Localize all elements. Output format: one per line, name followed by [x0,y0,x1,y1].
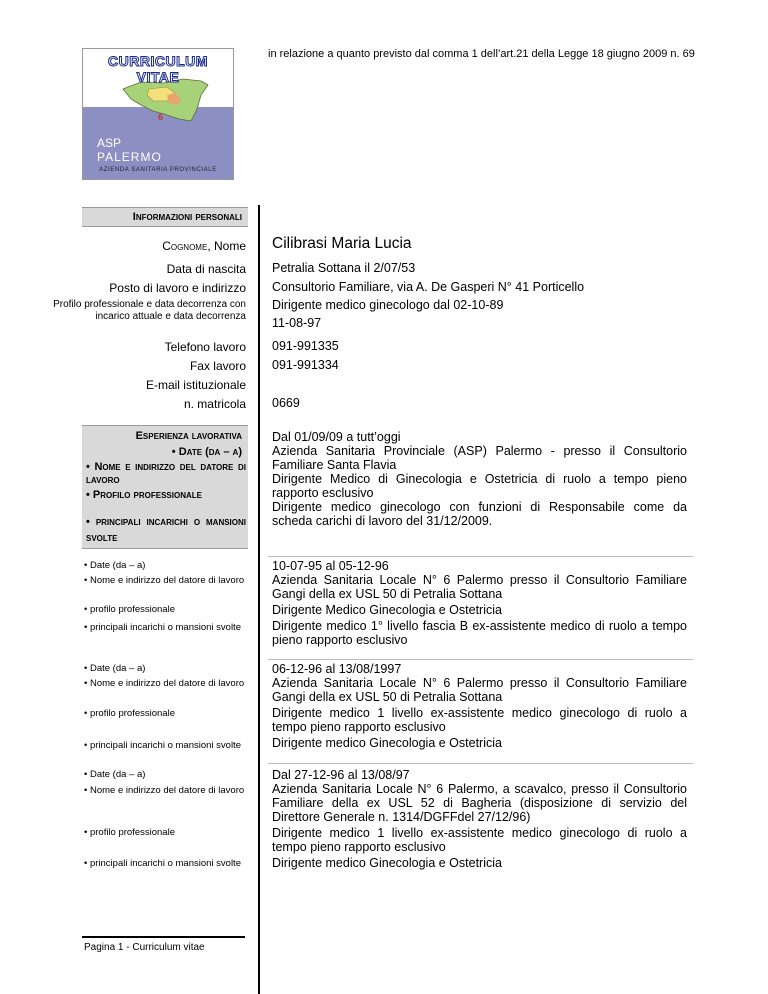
experience-header [82,425,248,549]
entry-2-profile: Dirigente medico 1 livello ex-assistente medico ginecologo di ruolo a tempo pieno rapporto esclusivo [272,706,687,734]
logo-subtitle: AZIENDA SANITARIA PROVINCIALE [99,167,217,173]
entry-2-employer: Azienda Sanitaria Locale N° 6 Palermo presso il Consultorio Familiare Gangi della ex USL 50 di Petralia Sottana [272,676,687,704]
phone-label: Telefono lavoro [164,340,246,354]
footer-rule [82,936,245,938]
entry-separator [268,659,693,660]
email-label: E-mail istituzionale [145,378,246,392]
entry-3-profile-label: • profilo professionale [84,827,175,838]
entry-1-date-label: • Date (da – a) [84,560,146,571]
entry-1-profile: Dirigente Medico Ginecologia e Ostetricia [272,603,502,617]
current-profile: Dirigente Medico di Ginecologia e Ostetricia di ruolo a tempo pieno rapporto esclusivo [272,472,687,500]
surname-name-label: Cognome, Nome [162,239,246,253]
current-date: Dal 01/09/09 a tutt’oggi [272,430,401,444]
entry-3-date: Dal 27-12-96 al 13/08/97 [272,768,410,782]
entry-1-tasks-label: • principali incarichi o mansioni svolte [84,622,241,633]
logo-asp: ASP [97,136,122,150]
experience-title: Esperienza lavorativa [135,430,242,442]
entry-2-tasks-label: • principali incarichi o mansioni svolte [84,740,241,751]
logo-title: CURRICULUM VITAE [108,53,208,85]
experience-head-profile: • Profilo professionale [86,489,202,501]
entry-3-date-label: • Date (da – a) [84,769,146,780]
entry-2-employer-label: • Nome e indirizzo del datore di lavoro [84,678,245,689]
entry-1-profile-label: • profilo professionale [84,604,175,615]
entry-3-tasks: Dirigente medico Ginecologia e Ostetricia [272,856,502,870]
entry-1 [272,559,687,647]
entry-3-tasks-label: • principali incarichi o mansioni svolte [84,858,241,869]
matricola-value: 0669 [272,396,300,410]
footer-text: Pagina 1 - Curriculum vitae [84,942,205,953]
entry-1-employer-label: • Nome e indirizzo del datore di lavoro [84,575,245,586]
personal-info-title: Informazioni personali [132,211,242,223]
profile-value-1: Dirigente medico ginecologo dal 02-10-89 [272,298,504,312]
entry-1-employer: Azienda Sanitaria Locale N° 6 Palermo presso il Consultorio Familiare Gangi della ex USL 50 di Petralia Sottana [272,573,687,601]
experience-current [272,430,687,528]
birth-value: Petralia Sottana il 2/07/53 [272,261,416,275]
current-employer: Azienda Sanitaria Provinciale (ASP) Palermo - presso il Consultorio Familiare Santa Flavia [272,444,687,472]
personal-info-header [82,207,248,227]
asp-palermo-logo [82,48,234,180]
entry-separator [268,556,693,557]
entry-2-profile-label: • profilo professionale [84,708,175,719]
profile-value-2: 11-08-97 [272,316,322,330]
entry-3-profile: Dirigente medico 1 livello ex-assistente medico ginecologo di ruolo a tempo pieno rapporto esclusivo [272,826,687,854]
matricola-label: n. matricola [183,397,246,411]
entry-2 [272,662,687,750]
workplace-label: Posto di lavoro e indirizzo [109,281,246,295]
profile-label: Profilo professionale e data decorrenza con incarico attuale e data decorrenza [53,299,246,322]
experience-head-employer: • Nome e indirizzo del datore di lavoro [86,461,246,486]
logo-number: 6 [158,112,164,122]
entry-1-date: 10-07-95 al 05-12-96 [272,559,389,573]
legal-note: in relazione a quanto previsto dal comma 1 dell’art.21 della Legge 18 giugno 2009 n. 69 [268,48,695,60]
fax-label: Fax lavoro [189,359,246,373]
entry-2-date-label: • Date (da – a) [84,663,146,674]
entry-2-tasks: Dirigente medico Ginecologia e Ostetricia [272,736,502,750]
entry-1-tasks: Dirigente medico 1° livello fascia B ex-assistente medico di ruolo a tempo pieno rapporto esclusivo [272,619,687,647]
logo-city: PALERMO [97,150,162,164]
entry-separator [268,763,693,764]
entry-3 [272,768,687,870]
birth-label: Data di nascita [166,262,246,276]
name-value: Cilibrasi Maria Lucia [272,235,412,252]
experience-head-tasks: • principali incarichi o mansioni svolte [86,516,246,544]
fax-value: 091-991334 [272,358,339,372]
column-divider [258,205,260,994]
experience-head-date: • Date (da – a) [171,446,242,458]
workplace-value: Consultorio Familiare, via A. De Gasperi N° 41 Porticello [272,280,585,294]
current-tasks: Dirigente medico ginecologo con funzioni di Responsabile come da scheda carichi di lavoro del 31/12/2009. [272,500,687,528]
entry-3-employer: Azienda Sanitaria Locale N° 6 Palermo, a scavalco, presso il Consultorio Familiare della ex USL 52 di Bagheria (disposizione di servizio del Direttore Generale n. 1314/DGFFdel 27/12/96) [272,782,687,824]
entry-3-employer-label: • Nome e indirizzo del datore di lavoro [84,785,245,796]
phone-value: 091-991335 [272,339,339,353]
entry-2-date: 06-12-96 al 13/08/1997 [272,662,402,676]
